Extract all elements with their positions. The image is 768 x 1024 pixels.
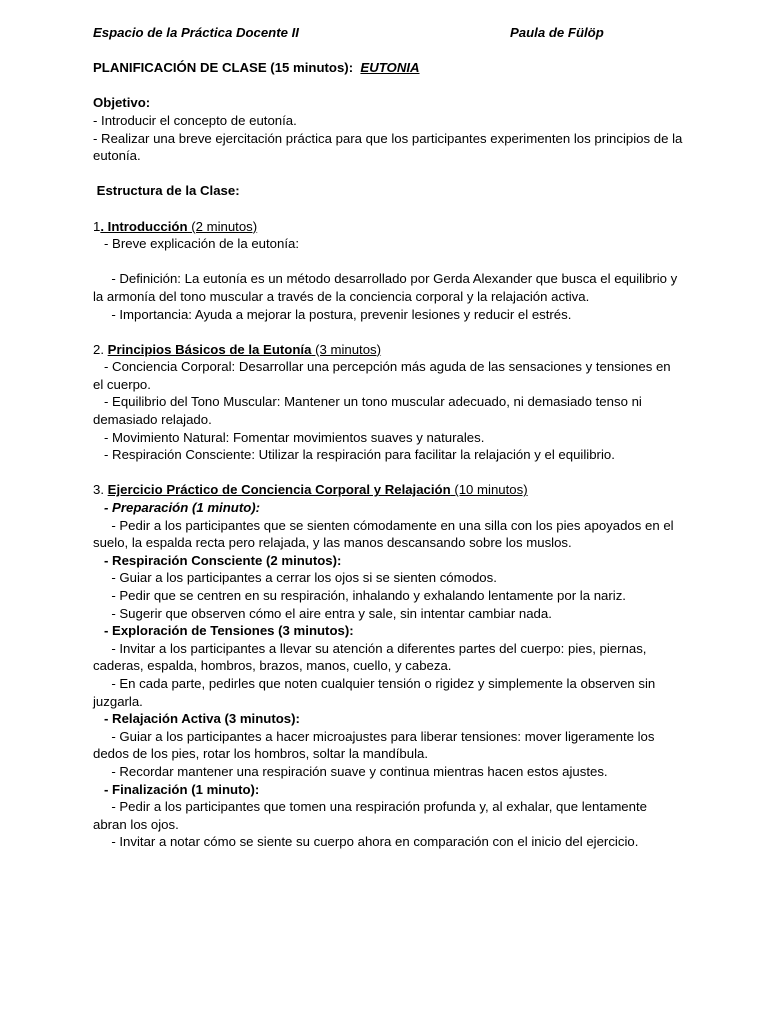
title-topic: EUTONIA	[360, 60, 420, 76]
step-line: - Recordar mantener una respiración suave y continua mientras hacen estos ajustes.	[93, 763, 608, 779]
objective-heading: Objetivo:	[93, 95, 151, 111]
section-duration: (3 minutos)	[311, 341, 382, 357]
step-line: - Pedir a los participantes que tomen una respiración profunda y, al exhalar, que lentamente abran los ojos.	[93, 799, 651, 832]
section-title: Principios Básicos de la Eutonía	[107, 341, 312, 357]
author-name: Paula de Fülöp	[510, 25, 604, 40]
section-number: 1	[93, 218, 101, 234]
section-1-heading	[93, 218, 683, 236]
step-line: - Invitar a notar cómo se siente su cuerpo ahora en comparación con el inicio del ejercicio.	[93, 834, 639, 850]
document-title	[93, 59, 683, 77]
step-heading: - Exploración de Tensiones (3 minutos):	[93, 623, 354, 639]
section-line: - Conciencia Corporal: Desarrollar una percepción más aguda de las sensaciones y tensiones en el cuerpo.	[93, 359, 675, 392]
step-line: - Pedir a los participantes que se sienten cómodamente en una silla con los pies apoyados en el suelo, la espalda recta pero relajada, y las manos descansando sobre los muslos.	[93, 517, 678, 551]
step-heading: - Respiración Consciente (2 minutos):	[93, 552, 342, 568]
step-heading: - Finalización (1 minuto):	[93, 781, 260, 797]
section-number: 3.	[93, 482, 108, 498]
document-page	[93, 24, 687, 851]
section-duration: (10 minutos)	[450, 482, 528, 498]
step-heading: - Preparación (1 minuto):	[93, 500, 261, 516]
step-line: - Guiar a los participantes a cerrar los ojos si se sienten cómodos.	[93, 570, 497, 586]
objective-item: - Introducir el concepto de eutonía.	[93, 112, 297, 128]
section-line: - Importancia: Ayuda a mejorar la postura, prevenir lesiones y reducir el estrés.	[93, 306, 572, 322]
objective-item: - Realizar una breve ejercitación práctica para que los participantes experimenten los principios de la eutonía.	[93, 130, 687, 164]
section-line: - Respiración Consciente: Utilizar la respiración para facilitar la relajación y el equilibrio.	[93, 447, 615, 463]
page-header	[93, 24, 683, 42]
section-line: - Movimiento Natural: Fomentar movimientos suaves y naturales.	[93, 429, 485, 445]
course-name: Espacio de la Práctica Docente II	[93, 25, 299, 40]
step-line: - Pedir que se centren en su respiración, inhalando y exhalando lentamente por la nariz.	[93, 588, 626, 603]
section-line: - Breve explicación de la eutonía:	[93, 236, 299, 252]
section-title: Ejercicio Práctico de Conciencia Corporal y Relajación	[107, 482, 451, 498]
step-heading: - Relajación Activa (3 minutos):	[93, 711, 300, 727]
step-line: - Invitar a los participantes a llevar su atención a diferentes partes del cuerpo: pies, piernas, caderas, espalda, hombros, brazos, manos, cuello, y cabeza.	[93, 640, 651, 674]
step-line: - Guiar a los participantes a hacer microajustes para liberar tensiones: mover ligeramente los dedos de los pies, rotar los hombros, soltar la mandíbula.	[93, 728, 659, 762]
section-line: - Equilibrio del Tono Muscular: Mantener un tono muscular adecuado, ni demasiado tenso ni demasiado relajado.	[93, 394, 646, 428]
section-duration: (2 minutos)	[187, 218, 258, 234]
section-number: 2.	[93, 341, 108, 357]
title-prefix: PLANIFICACIÓN DE CLASE (15 minutos):	[93, 60, 361, 76]
section-2-heading	[93, 341, 683, 359]
step-line: - En cada parte, pedirles que noten cualquier tensión o rigidez y simplemente la observen sin juzgarla.	[93, 675, 659, 709]
section-3-heading	[93, 481, 683, 499]
structure-heading: Estructura de la Clase:	[93, 183, 240, 199]
section-title: . Introducción	[100, 218, 188, 234]
section-line: - Definición: La eutonía es un método desarrollado por Gerda Alexander que busca el equilibrio y la armonía del tono muscular a través de la conciencia corporal y la relajación activa.	[93, 271, 681, 304]
step-line: - Sugerir que observen cómo el aire entra y sale, sin intentar cambiar nada.	[93, 605, 552, 621]
